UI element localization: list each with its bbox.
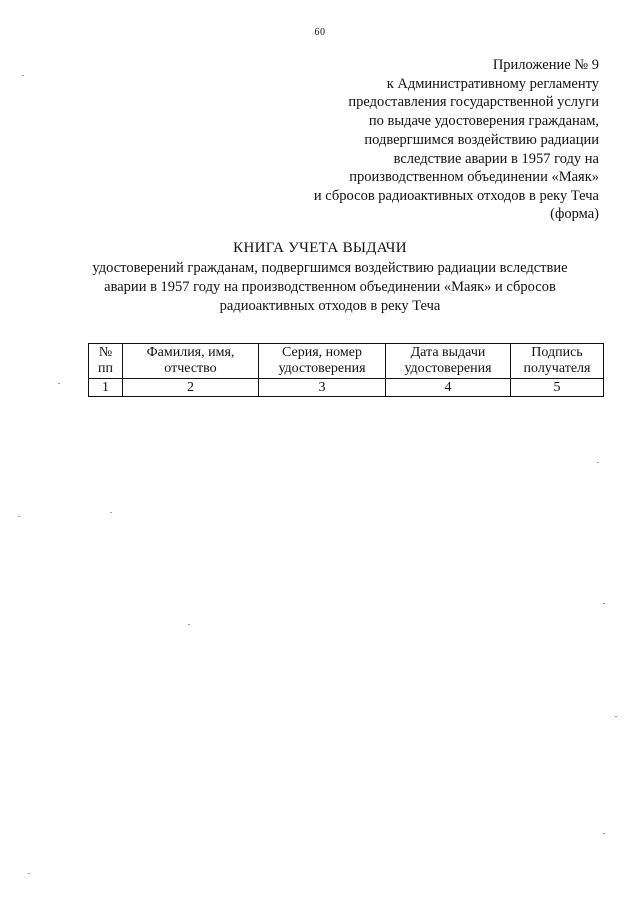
table-cell: 1 bbox=[89, 379, 123, 397]
header-cell-fullname bbox=[123, 344, 259, 379]
appendix-line: вследствие аварии в 1957 году на bbox=[393, 150, 599, 167]
document-title: КНИГА УЧЕТА ВЫДАЧИ bbox=[233, 240, 407, 256]
table-cell: 3 bbox=[259, 379, 386, 397]
scan-speck bbox=[28, 873, 30, 874]
header-cell-certificate-number bbox=[259, 344, 386, 379]
appendix-line: предоставления государственной услуги bbox=[348, 94, 599, 111]
scan-speck bbox=[615, 716, 617, 717]
header-text: Фамилия, имя, bbox=[146, 345, 235, 360]
table-cell: 5 bbox=[511, 379, 604, 397]
header-cell-issue-date bbox=[386, 344, 511, 379]
header-text: Подпись bbox=[531, 345, 583, 360]
appendix-line: подвергшимся воздействию радиации bbox=[364, 131, 599, 148]
header-text: удостоверения bbox=[278, 361, 366, 376]
subtitle-line: удостоверений гражданам, подвергшимся воздействию радиации вследствие bbox=[92, 260, 568, 276]
scan-speck bbox=[22, 75, 24, 76]
scan-speck bbox=[58, 383, 60, 384]
appendix-line: производственном объединении «Маяк» bbox=[349, 169, 599, 186]
scan-speck bbox=[603, 603, 605, 604]
header-text: удостоверения bbox=[404, 361, 492, 376]
appendix-header bbox=[314, 56, 599, 206]
document-subtitle bbox=[60, 259, 600, 316]
table-cell: 4 bbox=[386, 379, 511, 397]
header-cell-number bbox=[89, 344, 123, 379]
subtitle-line: радиоактивных отходов в реку Теча bbox=[219, 298, 441, 314]
scan-speck bbox=[18, 516, 20, 517]
header-text: получателя bbox=[523, 361, 591, 376]
scan-speck bbox=[110, 512, 112, 513]
header-text: № bbox=[98, 345, 113, 360]
form-label: (форма) bbox=[550, 206, 599, 222]
appendix-line: к Административному регламенту bbox=[386, 75, 599, 92]
header-text: Дата выдачи bbox=[410, 345, 486, 360]
scan-speck bbox=[603, 833, 605, 834]
table-row bbox=[89, 379, 604, 397]
header-cell-signature bbox=[511, 344, 604, 379]
table-cell: 2 bbox=[123, 379, 259, 397]
appendix-line: Приложение № 9 bbox=[492, 57, 599, 73]
subtitle-line: аварии в 1957 году на производственном объединении «Маяк» и сбросов bbox=[104, 279, 556, 295]
appendix-line: и сбросов радиоактивных отходов в реку Теча bbox=[313, 187, 599, 204]
page-number: 60 bbox=[314, 27, 326, 38]
header-text: отчество bbox=[164, 361, 217, 376]
header-text: Серия, номер bbox=[282, 345, 362, 360]
scan-speck bbox=[188, 624, 190, 625]
table-header-row bbox=[89, 344, 604, 379]
appendix-line: по выдаче удостоверения гражданам, bbox=[368, 113, 599, 130]
scan-speck bbox=[597, 462, 599, 463]
header-text: пп bbox=[98, 361, 113, 376]
register-table bbox=[88, 343, 604, 397]
